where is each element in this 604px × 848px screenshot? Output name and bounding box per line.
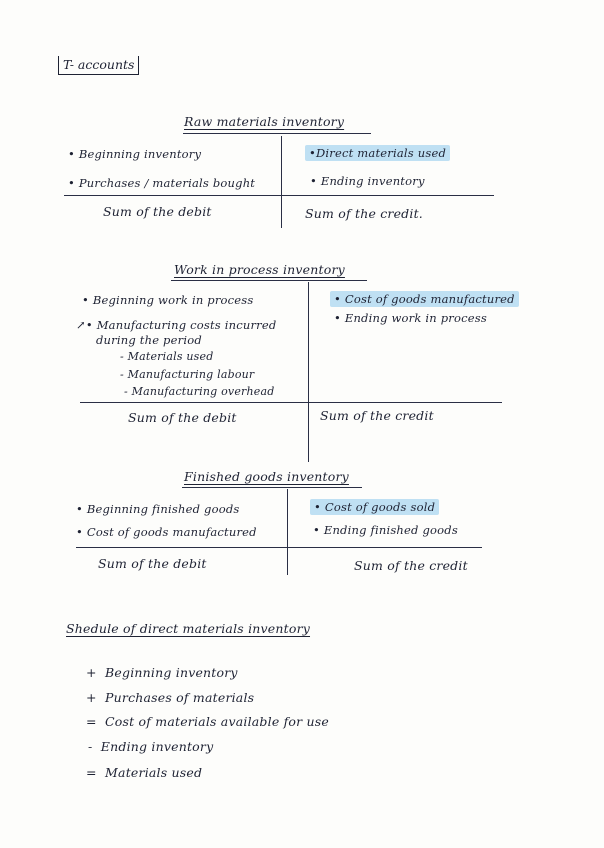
debit-subitem: - Materials used [120, 350, 214, 363]
t-account-total-line [80, 402, 502, 403]
debit-item: • Cost of goods manufactured [76, 525, 257, 539]
t-account-top-line [183, 133, 371, 134]
t-account-title: Work in process inventory [174, 262, 345, 277]
schedule-line: = Materials used [86, 765, 203, 780]
schedule-line: - Ending inventory [88, 739, 214, 754]
t-account-total-line [64, 195, 494, 196]
schedule-line: + Purchases of materials [86, 690, 255, 705]
credit-item: • Ending finished goods [313, 523, 458, 537]
debit-total: Sum of the debit [128, 410, 237, 425]
credit-item: • Ending inventory [310, 174, 425, 188]
schedule-line: + Beginning inventory [86, 665, 238, 680]
credit-total: Sum of the credit. [305, 206, 423, 221]
credit-total: Sum of the credit [354, 558, 468, 573]
t-account-top-line [171, 280, 367, 281]
debit-subitem: - Manufacturing labour [120, 368, 255, 381]
debit-item-continued: during the period [96, 333, 202, 347]
schedule-title: Shedule of direct materials inventory [66, 621, 311, 636]
schedule-line: = Cost of materials available for use [86, 714, 329, 729]
debit-total: Sum of the debit [98, 556, 207, 571]
t-account-divider [308, 282, 309, 462]
t-account-title: Finished goods inventory [184, 469, 349, 484]
credit-item-highlighted: •Direct materials used [305, 146, 450, 160]
debit-item: • Beginning work in process [82, 293, 254, 307]
t-account-title: Raw materials inventory [184, 114, 345, 129]
page-title: T- accounts [58, 56, 139, 75]
t-account-top-line [182, 487, 362, 488]
debit-total: Sum of the debit [103, 204, 212, 219]
debit-item: ↗• Manufacturing costs incurred [76, 318, 277, 332]
credit-item-highlighted: • Cost of goods sold [310, 500, 439, 514]
credit-item: • Ending work in process [334, 311, 487, 325]
debit-item: • Purchases / materials bought [68, 176, 256, 190]
debit-item: • Beginning finished goods [76, 502, 240, 516]
credit-total: Sum of the credit [320, 408, 434, 423]
t-account-divider [281, 136, 282, 228]
t-account-total-line [76, 547, 482, 548]
debit-subitem: - Manufacturing overhead [124, 385, 275, 398]
debit-item: • Beginning inventory [68, 147, 202, 161]
t-account-divider [287, 489, 288, 575]
credit-item-highlighted: • Cost of goods manufactured [330, 292, 519, 306]
